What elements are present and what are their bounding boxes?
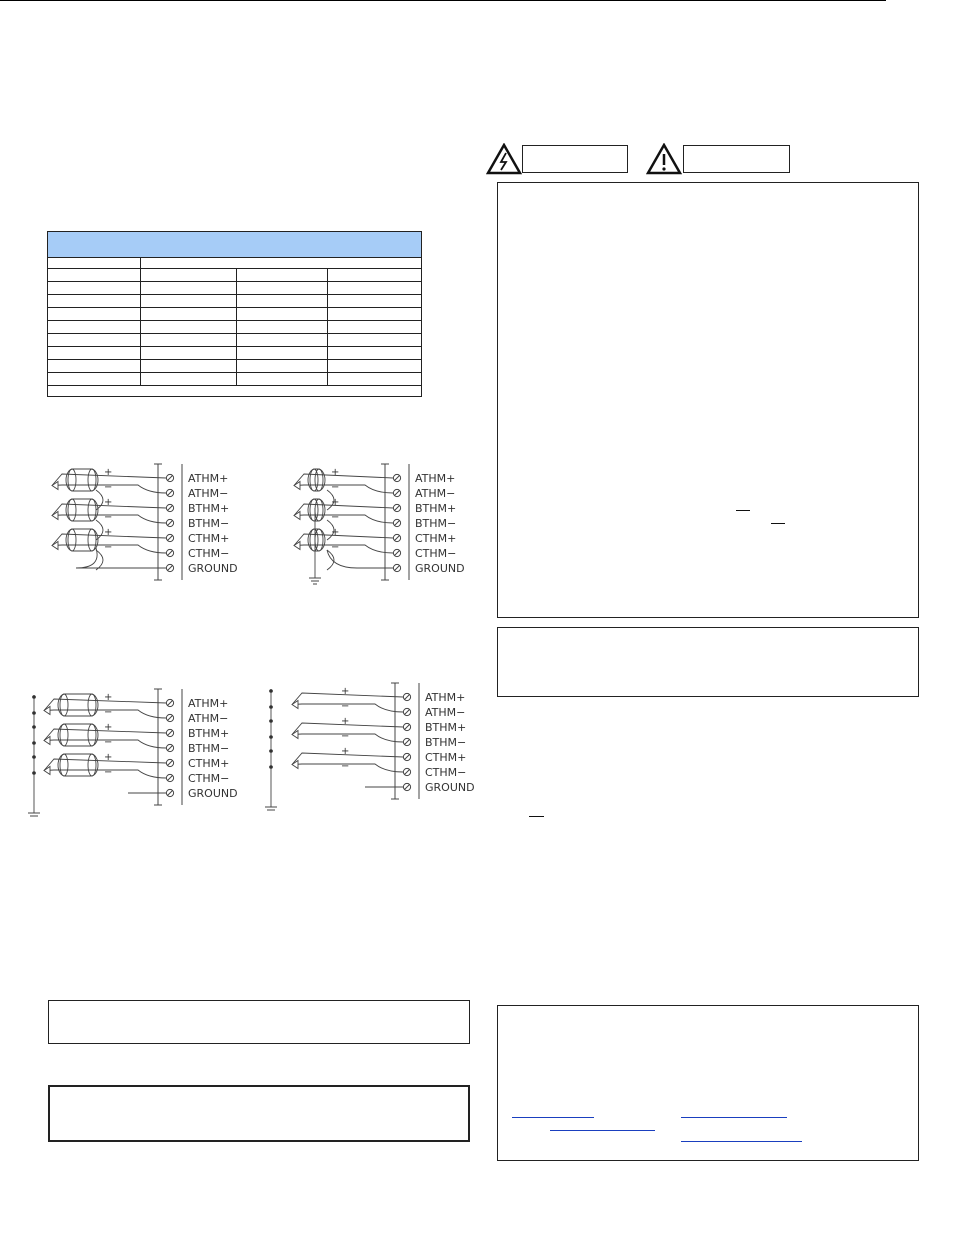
wiring-diagram-shielded-grounded: [272, 458, 477, 593]
table-row: [48, 282, 422, 295]
shielded-cable: [66, 499, 98, 521]
shielded-cable: [58, 724, 98, 746]
polarity-plus: +: [331, 467, 340, 478]
table-header: [48, 232, 422, 258]
terminal-label: BTHM−: [415, 517, 457, 530]
link-underline[interactable]: [550, 1130, 655, 1131]
shielded-cable: [66, 529, 98, 551]
polarity-minus: −: [104, 512, 113, 523]
terminal-label: BTHM+: [188, 502, 230, 515]
cable-end: [60, 694, 68, 716]
terminal-label: BTHM+: [188, 727, 230, 740]
terminal-label: CTHM−: [188, 772, 230, 785]
wiring-diagram-unshielded: [262, 677, 487, 812]
shielded-cable: [58, 694, 98, 716]
terminal-label: ATHM+: [415, 472, 456, 485]
cable-end: [68, 529, 76, 551]
terminal-label: CTHM−: [188, 547, 230, 560]
overline-mark: [736, 510, 750, 511]
polarity-plus: +: [341, 716, 350, 727]
cable-end: [310, 499, 318, 521]
electrical-hazard-icon: [486, 143, 522, 175]
overline-mark: [529, 816, 544, 817]
polarity-minus: −: [104, 542, 113, 553]
terminal-label: BTHM−: [188, 742, 230, 755]
table-row: [48, 269, 422, 282]
cable-end: [60, 754, 68, 776]
cable-end: [315, 499, 323, 521]
terminal-label: ATHM−: [188, 712, 229, 725]
drain-wire: [96, 490, 103, 510]
table-row: [48, 347, 422, 360]
polarity-plus: +: [104, 722, 113, 733]
polarity-plus: +: [104, 497, 113, 508]
polarity-plus: +: [331, 527, 340, 538]
cable-end: [88, 469, 96, 491]
drain-wire: [96, 520, 103, 540]
hazard-label-box: [522, 145, 628, 173]
polarity-minus: −: [104, 482, 113, 493]
link-underline[interactable]: [681, 1141, 802, 1142]
terminal-label: BTHM−: [425, 736, 467, 749]
note-box-left-2: [48, 1085, 470, 1142]
polarity-minus: −: [341, 701, 350, 712]
note-box: [497, 627, 919, 697]
wiring-diagram-shielded-chassis: [22, 683, 250, 818]
terminal-label: BTHM−: [188, 517, 230, 530]
table-row: [48, 373, 422, 386]
cable-end: [315, 529, 323, 551]
table-row: [48, 308, 422, 321]
polarity-minus: −: [104, 767, 113, 778]
terminal-label: ATHM+: [188, 472, 229, 485]
polarity-minus: −: [331, 512, 340, 523]
table-row: [48, 334, 422, 347]
caution-label-box: [683, 145, 790, 173]
cable-end: [88, 694, 96, 716]
terminal-label: CTHM−: [415, 547, 457, 560]
spec-table: [47, 231, 422, 397]
overline-mark: [771, 523, 785, 524]
terminal-label: CTHM+: [415, 532, 457, 545]
polarity-plus: +: [341, 686, 350, 697]
terminal-label: ATHM+: [188, 697, 229, 710]
wiring-diagram-shielded-1: [30, 458, 250, 588]
terminal-label: BTHM+: [415, 502, 457, 515]
cable-end: [88, 499, 96, 521]
polarity-plus: +: [331, 497, 340, 508]
warning-notice-box: [497, 182, 919, 618]
cable-end: [68, 469, 76, 491]
caution-icon: [646, 143, 682, 175]
cable-end: [310, 529, 318, 551]
polarity-plus: +: [104, 467, 113, 478]
table-row: [48, 321, 422, 334]
polarity-minus: −: [331, 482, 340, 493]
cable-end: [315, 469, 323, 491]
table-row: [48, 360, 422, 373]
terminal-label: CTHM−: [425, 766, 467, 779]
cable-end: [88, 724, 96, 746]
terminal-label: ATHM−: [188, 487, 229, 500]
polarity-minus: −: [104, 737, 113, 748]
polarity-plus: +: [104, 692, 113, 703]
cable-end: [88, 529, 96, 551]
terminal-label: CTHM+: [188, 532, 230, 545]
polarity-minus: −: [104, 707, 113, 718]
terminal-label: CTHM+: [425, 751, 467, 764]
link-underline[interactable]: [681, 1117, 787, 1118]
cable-end: [60, 724, 68, 746]
note-box-left-1: [48, 1000, 470, 1044]
polarity-minus: −: [331, 542, 340, 553]
terminal-label: GROUND: [425, 781, 475, 794]
shielded-cable: [66, 469, 98, 491]
polarity-plus: +: [104, 527, 113, 538]
terminal-label: BTHM+: [425, 721, 467, 734]
cable-end: [310, 469, 318, 491]
contact-box: [497, 1005, 919, 1161]
header-rule: [0, 0, 886, 1]
polarity-plus: +: [104, 752, 113, 763]
link-underline[interactable]: [512, 1117, 594, 1118]
terminal-label: CTHM+: [188, 757, 230, 770]
terminal-label: GROUND: [415, 562, 465, 575]
cable-end: [68, 499, 76, 521]
polarity-minus: −: [341, 731, 350, 742]
table-row: [48, 295, 422, 308]
terminal-label: ATHM+: [425, 691, 466, 704]
terminal-label: ATHM−: [415, 487, 456, 500]
polarity-minus: −: [341, 761, 350, 772]
cable-end: [88, 754, 96, 776]
terminal-label: ATHM−: [425, 706, 466, 719]
terminal-label: GROUND: [188, 787, 238, 800]
shielded-cable: [58, 754, 98, 776]
polarity-plus: +: [341, 746, 350, 757]
terminal-label: GROUND: [188, 562, 238, 575]
